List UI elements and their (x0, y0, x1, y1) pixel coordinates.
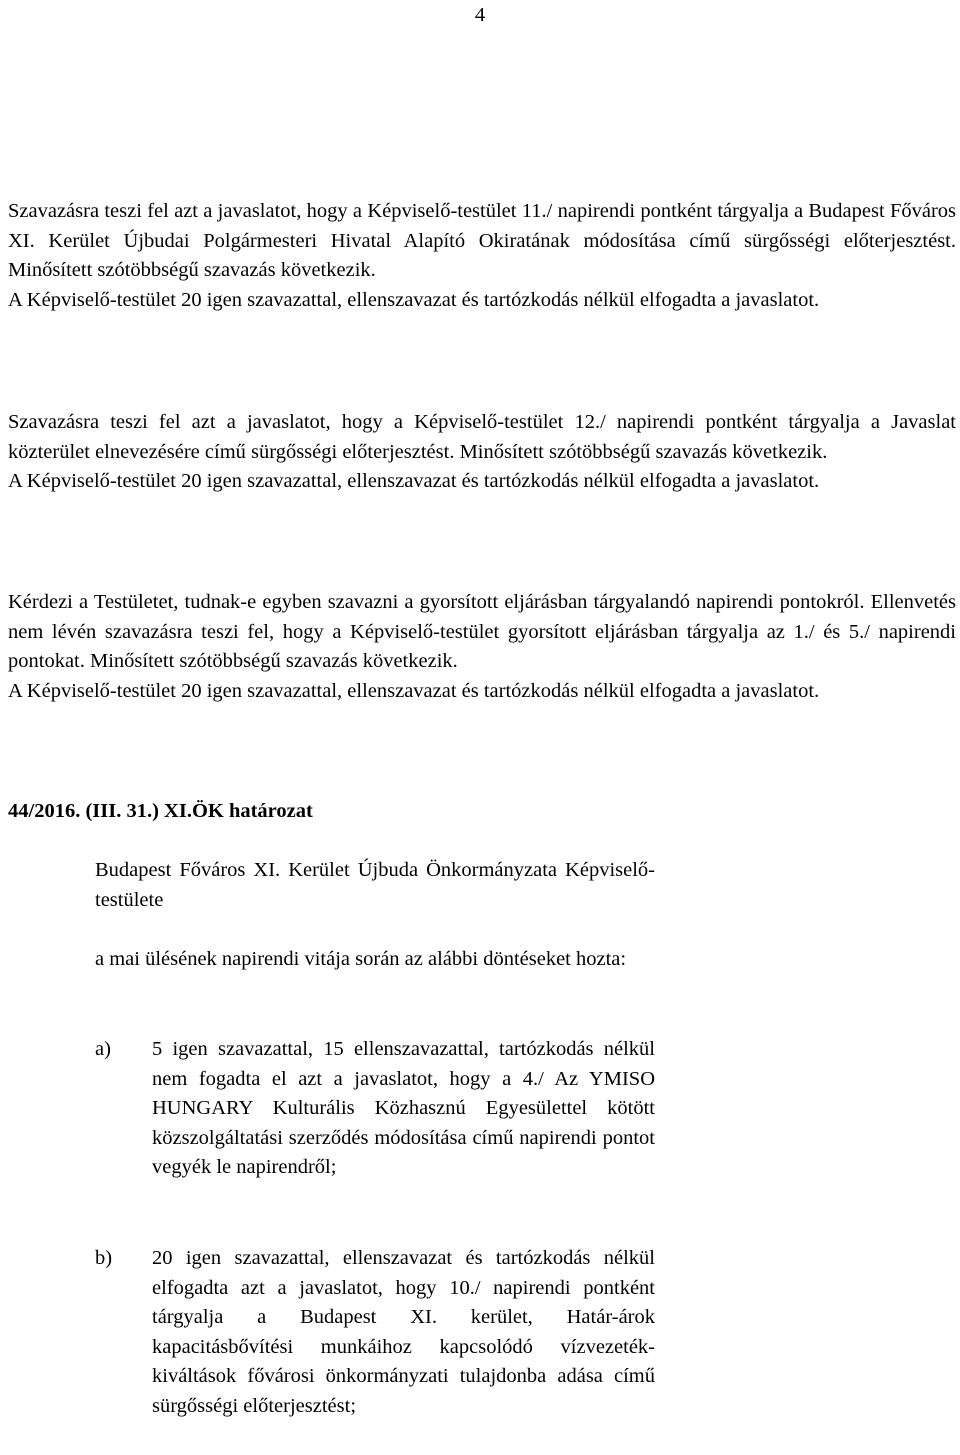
resolution-item-a (95, 1035, 655, 1183)
list-item-text: 5 igen szavazattal, 15 ellenszavazattal, tartózkodás nélkül nem fogadta el azt a javaslatot, hogy a 4./ Az YMISO HUNGARY Kulturális Közhasznú Egyesülettel kötött közszolgáltatási szerződés módosítása című napirendi pontot vegyék le napirendről; (152, 1038, 655, 1179)
vote-paragraph-2 (8, 408, 956, 497)
page-number: 4 (474, 4, 486, 26)
vote-paragraph-3 (8, 588, 956, 706)
list-marker: b) (95, 1247, 113, 1269)
vote-paragraph-1 (8, 197, 956, 315)
result-text: A Képviselő-testület 20 igen szavazattal, ellenszavazat és tartózkodás nélkül elfogadta a javaslatot. (8, 679, 820, 702)
proposal-text: Szavazásra teszi fel azt a javaslatot, hogy a Képviselő-testület 12./ napirendi pontként tárgyalja a Javaslat közterület elnevezésére című sürgősségi előterjesztést. Minősített szótöbbségű szavazás következik. (8, 411, 956, 463)
resolution-intro: a mai ülésének napirendi vitája során az alábbi döntéseket hozta: (95, 948, 627, 970)
result-text: A Képviselő-testület 20 igen szavazattal, ellenszavazat és tartózkodás nélkül elfogadta a javaslatot. (8, 470, 820, 493)
result-text: A Képviselő-testület 20 igen szavazattal, ellenszavazat és tartózkodás nélkül elfogadta a javaslatot. (8, 288, 820, 311)
resolution-title: 44/2016. (III. 31.) XI.ÖK határozat (8, 800, 313, 822)
list-marker: a) (95, 1038, 111, 1060)
resolution-item-b (95, 1244, 655, 1422)
list-item-text: 20 igen szavazattal, ellenszavazat és tartózkodás nélkül elfogadta azt a javaslatot, hogy 10./ napirendi pontként tárgyalja a Budapest XI. kerület, Határ-árok kapacitásbővítési munkáihoz kapcsolódó vízvezeték-kiváltások fővárosi önkormányzati tulajdonba adása című sürgősségi előterjesztést; (152, 1247, 655, 1417)
proposal-text: Kérdezi a Testületet, tudnak-e egyben szavazni a gyorsított eljárásban tárgyalandó napirendi pontokról. Ellenvetés nem lévén szavazásra teszi fel, hogy a Képviselő-testület gyorsított eljárásban tárgyalja az 1./ és 5./ napirendi pontokat. Minősített szótöbbségű szavazás következik. (8, 591, 956, 673)
resolution-issuer: Budapest Főváros XI. Kerület Újbuda Önkormányzata Képviselő-testülete (95, 859, 655, 911)
proposal-text: Szavazásra teszi fel azt a javaslatot, hogy a Képviselő-testület 11./ napirendi pontként tárgyalja a Budapest Főváros XI. Kerület Újbudai Polgármesteri Hivatal Alapító Okiratának módosítása című sürgősségi előterjesztést. Minősített szótöbbségű szavazás következik. (8, 200, 956, 282)
